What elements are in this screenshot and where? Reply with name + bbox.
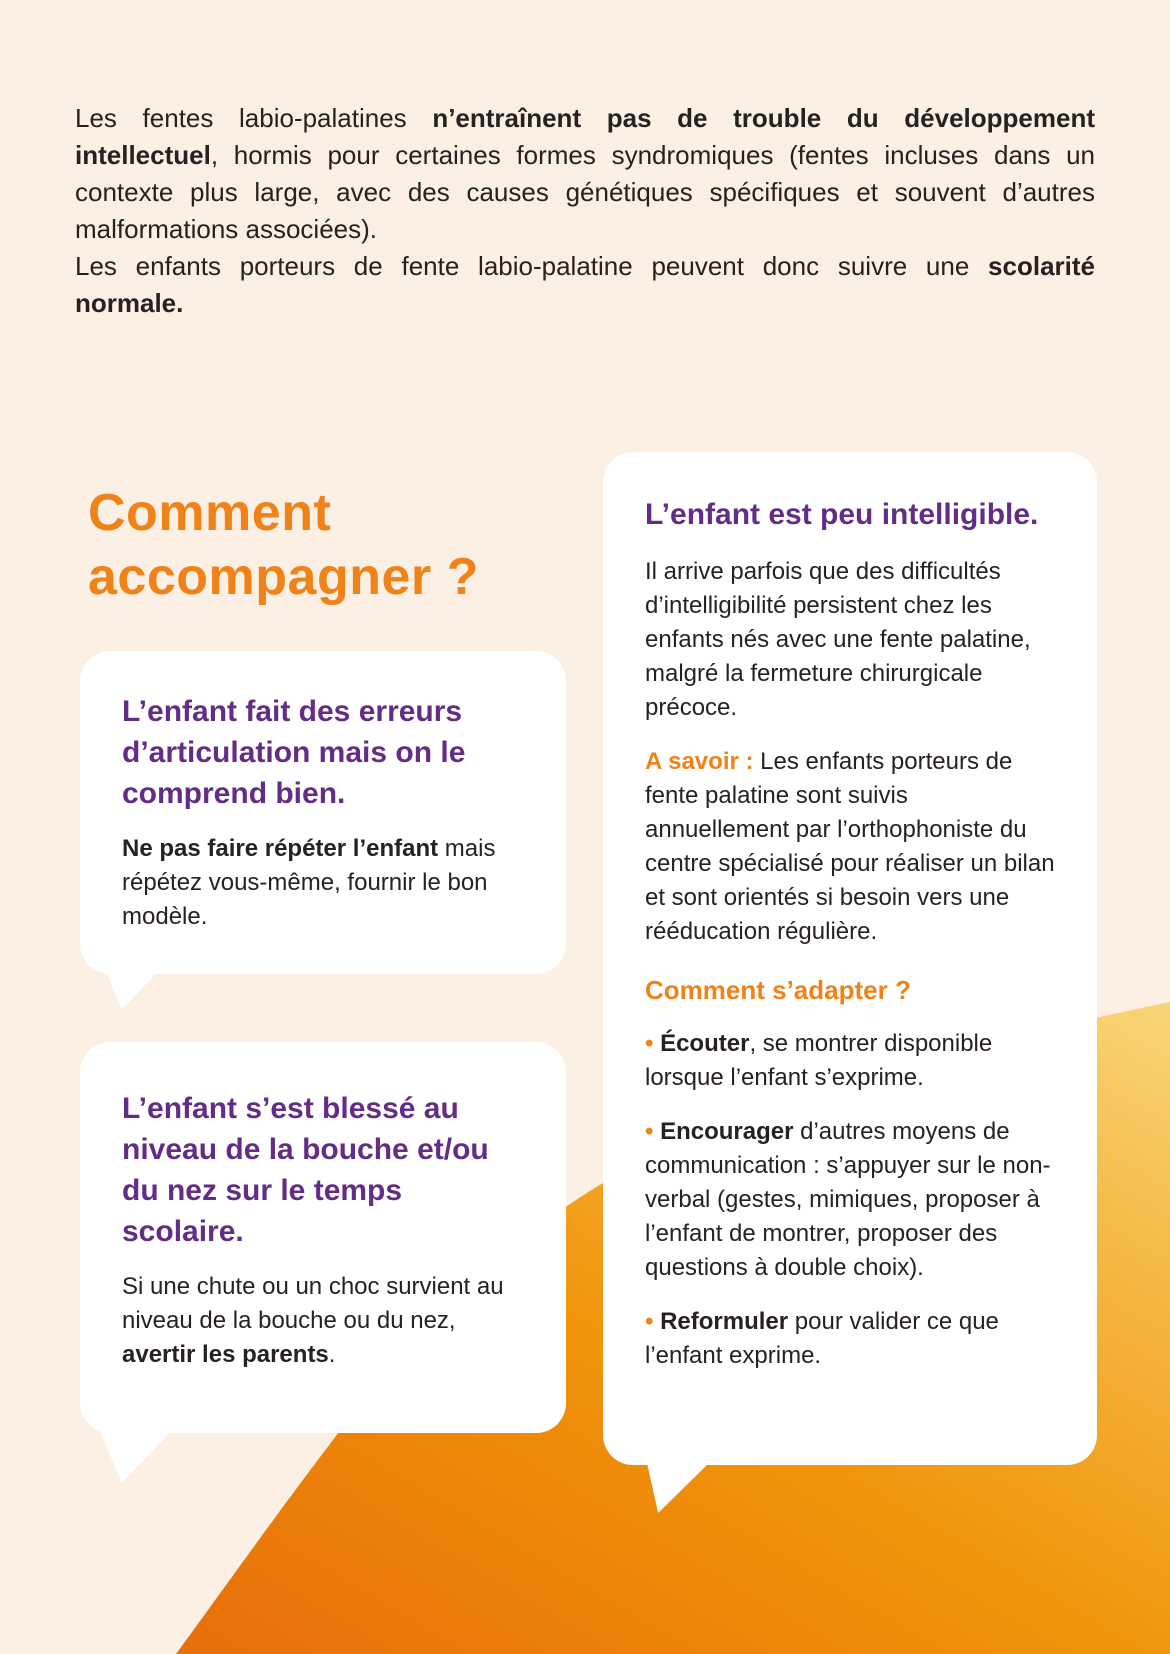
bullet-text: Écouter, se montrer disponible lorsque l’enfant s’exprime. bbox=[645, 1030, 993, 1091]
card-subheading: Comment s’adapter ? bbox=[645, 975, 911, 1005]
speech-card-articulation bbox=[80, 651, 566, 974]
intro-paragraph: Les enfants porteurs de fente labio-palatine peuvent donc suivre une scolarité normale. bbox=[75, 251, 1095, 318]
card-title: L’enfant fait des erreurs d’articulation mais on le comprend bien. bbox=[122, 695, 466, 810]
card-paragraph: Il arrive parfois que des difficultés d’intelligibilité persistent chez les enfants nés avec une fente palatine, malgré la fermeture chirurgicale précoce. bbox=[645, 558, 1031, 721]
intro-paragraph: Les fentes labio-palatines n’entraînent pas de trouble du développement intellectuel, hormis pour certaines formes syndromiques (fentes incluses dans un contexte plus large, avec des causes génétiques spécifiques et souvent d’autres malformations associées). bbox=[75, 103, 1095, 244]
bullet-item bbox=[645, 1305, 1055, 1373]
speech-card-injury bbox=[80, 1042, 566, 1433]
bullet-item bbox=[645, 1115, 1055, 1285]
card-body: Si une chute ou un choc survient au niveau de la bouche ou du nez, avertir les parents. bbox=[122, 1273, 504, 1368]
bullet-icon: • bbox=[645, 1030, 654, 1057]
page-title: Comment accompagner ? bbox=[88, 483, 479, 606]
card-paragraph-a-savoir: A savoir : Les enfants porteurs de fente palatine sont suivis annuellement par l’orthophoniste du centre spécialisé pour réaliser un bilan et sont orientés si besoin vers une rééducation régulière. bbox=[645, 748, 1055, 945]
intro-text-block bbox=[75, 100, 1095, 322]
speech-card-intelligibility bbox=[603, 452, 1097, 1465]
adaptation-bullet-list bbox=[645, 1027, 1055, 1373]
card-body: Ne pas faire répéter l’enfant mais répétez vous-même, fournir le bon modèle. bbox=[122, 835, 496, 930]
bullet-item bbox=[645, 1027, 1055, 1095]
bullet-icon: • bbox=[645, 1118, 654, 1145]
bullet-icon: • bbox=[645, 1308, 654, 1335]
bullet-text: Encourager d’autres moyens de communication : s’appuyer sur le non-verbal (gestes, mimiques, proposer à l’enfant de montrer, proposer des questions à double choix). bbox=[645, 1118, 1051, 1281]
card-title: L’enfant s’est blessé au niveau de la bouche et/ou du nez sur le temps scolaire. bbox=[122, 1092, 489, 1248]
bullet-text: Reformuler pour valider ce que l’enfant exprime. bbox=[645, 1308, 999, 1369]
card-title: L’enfant est peu intelligible. bbox=[645, 498, 1039, 531]
